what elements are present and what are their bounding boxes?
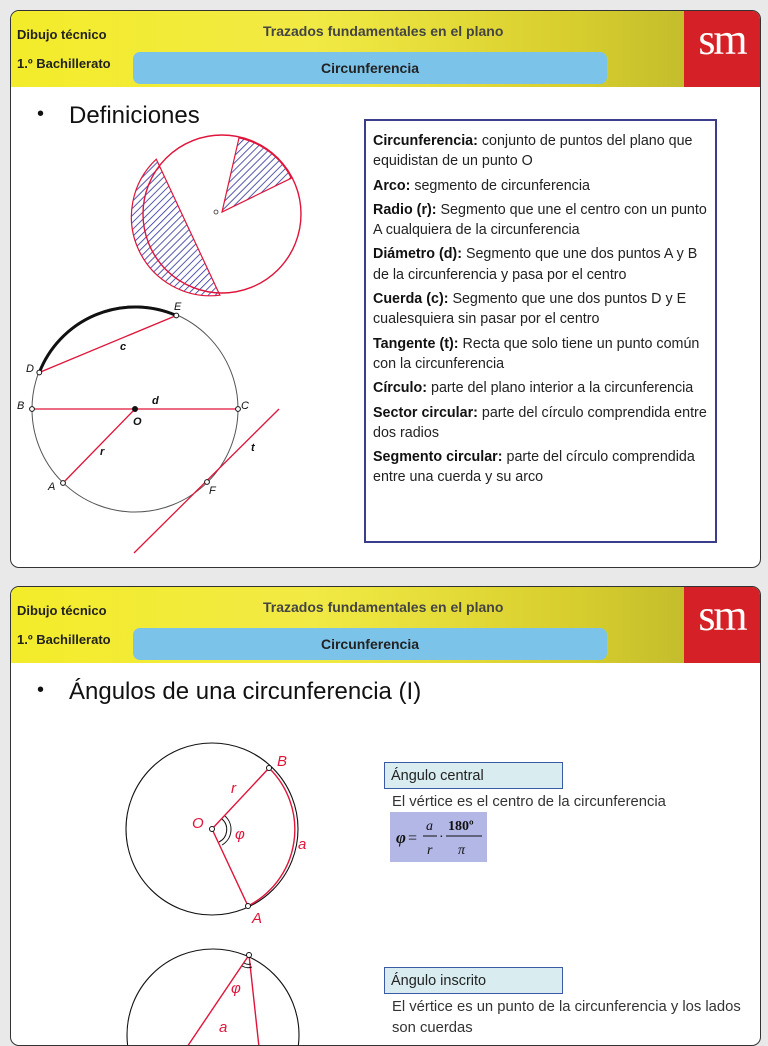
bullet-icon: • [37,103,45,125]
formula-den2: π [458,843,466,858]
central-angle-desc: El vértice es el centro de la circunferencia [392,794,666,810]
definition-item: Cuerda (c): Segmento que une dos puntos D y E cualesquiera sin pasar por el centro [373,291,687,328]
formula-num2: 180º [448,819,474,834]
definition-item: Sector circular: parte del círculo comprendida entre dos radios [373,404,707,441]
definition-item: Segmento circular: parte del círculo comprendida entre una cuerda y su arco [373,449,695,486]
definitions-box [364,119,717,543]
label-d: d [152,395,159,407]
label-O: O [133,416,142,428]
label-B: B [17,400,25,412]
slide-angulos [10,586,761,1046]
bullet-text: Definiciones [69,102,200,129]
label-r: r [100,446,105,458]
label-phi: φ [235,826,245,843]
label-c: c [120,341,127,353]
label-A: A [48,481,56,493]
formula-phi: φ [396,828,406,847]
formula-num1: a [426,819,433,834]
subject-label: Dibujo técnico [17,603,107,618]
slide-definiciones [10,10,761,568]
label-C: C [241,400,249,412]
course-label: 1.º Bachillerato [17,632,111,647]
formula-den1: r [427,843,433,858]
inscribed-angle-tag: Ángulo inscrito [384,967,563,994]
definition-item: Radio (r): Segmento que une el centro con un punto A cualquiera de la circunferencia [373,201,707,239]
subject-label: Dibujo técnico [17,27,107,42]
sm-logo: sm [684,587,760,663]
label-O: O [192,815,204,832]
label-a-inscribed: a [219,1019,228,1036]
label-r: r [231,780,236,797]
sm-logo: sm [684,11,760,87]
label-D: D [26,363,34,375]
inscribed-angle-desc: El vértice es un punto de la circunferencia y los lados son cuerdas [392,999,741,1036]
label-A: A [252,910,263,927]
unit-title: Trazados fundamentales en el plano [263,599,504,615]
definition-item: Círculo: parte del plano interior a la circunferencia [373,380,694,397]
bullet-text: Ángulos de una circunferencia (I) [69,678,422,705]
label-E: E [174,301,182,313]
definition-item: Circunferencia: conjunto de puntos del plano que equidistan de un punto O [373,133,693,170]
course-label: 1.º Bachillerato [17,56,111,71]
topic-bar: Circunferencia [133,628,607,660]
formula-dot: · [439,830,444,845]
central-angle-formula [390,812,487,862]
definition-item: Arco: segmento de circunferencia [373,177,590,194]
topic-bar: Circunferencia [133,52,607,84]
label-F: F [209,485,216,497]
definition-item: Diámetro (d): Segmento que une dos puntos A y B de la circunferencia y pasa por el centro [373,246,698,283]
label-t: t [251,442,255,454]
central-angle-tag: Ángulo central [384,762,563,789]
unit-title: Trazados fundamentales en el plano [263,23,504,39]
label-B: B [277,753,288,770]
label-a: a [298,836,307,853]
bullet-icon: • [37,679,45,701]
formula-eq: = [408,830,418,847]
label-phi-inscribed: φ [231,980,241,997]
definition-item: Tangente (t): Recta que solo tiene un punto común con la circunferencia [373,335,700,372]
